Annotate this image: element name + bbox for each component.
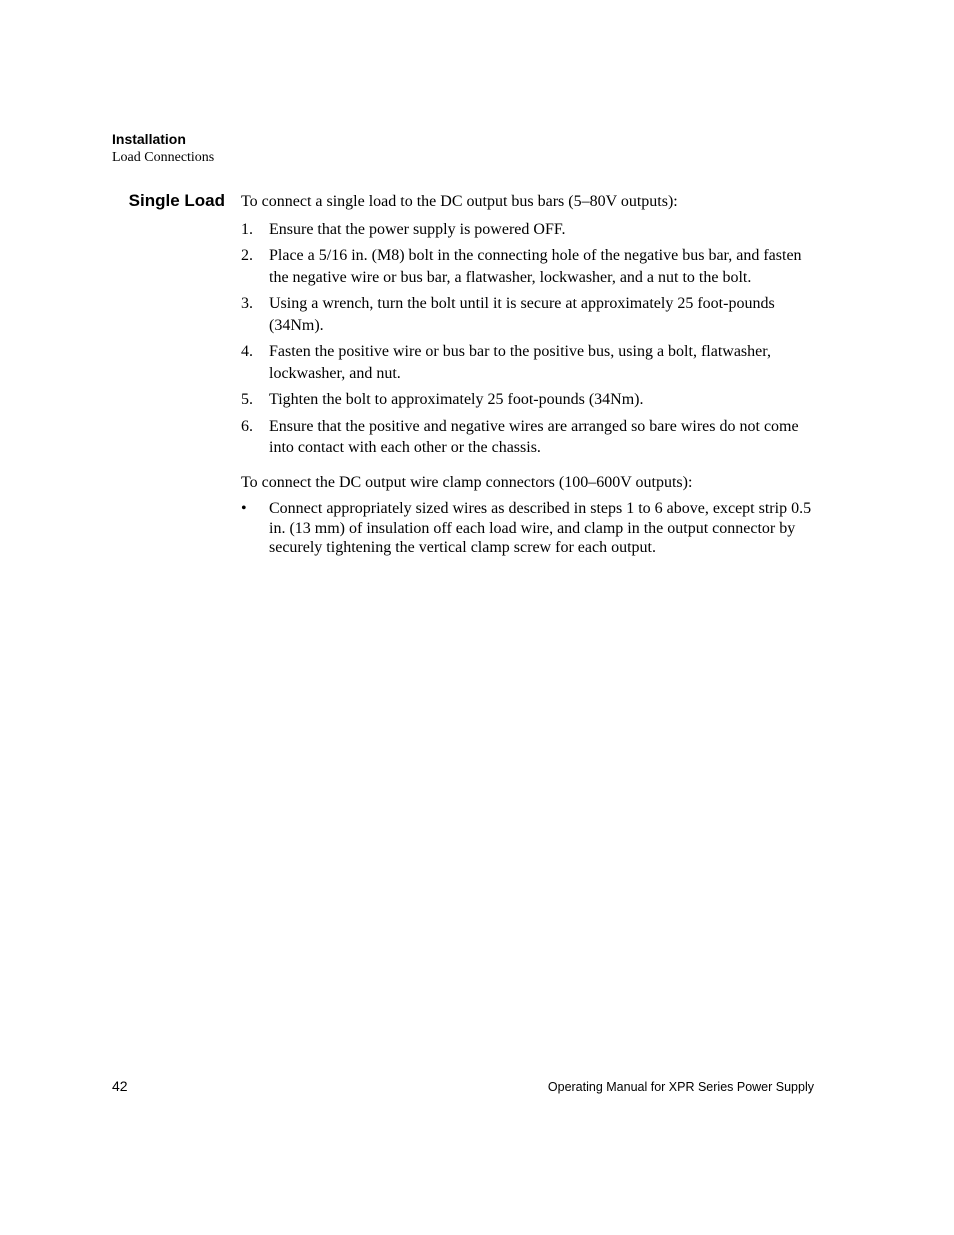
list-item bbox=[241, 245, 816, 288]
step-number: 6. bbox=[241, 417, 253, 435]
list-item bbox=[241, 341, 816, 384]
bullet-text: Connect appropriately sized wires as described in steps 1 to 6 above, except strip 0.5 in. (13 mm) of insulation off each load wire, and clamp in the output connector by securely tightening the vertical clamp screw for each output. bbox=[269, 500, 812, 556]
list-item bbox=[241, 293, 816, 336]
step-text: Tighten the bolt to approximately 25 foot-pounds (34Nm). bbox=[269, 391, 644, 408]
list-item bbox=[241, 389, 816, 411]
step-number: 5. bbox=[241, 391, 253, 408]
step-text: Ensure that the positive and negative wires are arranged so bare wires do not come into contact with each other or the chassis. bbox=[269, 417, 799, 456]
bullet-icon: • bbox=[241, 500, 247, 517]
step-text: Fasten the positive wire or bus bar to the positive bus, using a bolt, flatwasher, lockwasher, and nut. bbox=[269, 343, 771, 382]
step-number: 2. bbox=[241, 247, 253, 264]
bullet-list bbox=[241, 499, 816, 558]
steps-list bbox=[241, 219, 816, 459]
step-number: 4. bbox=[241, 343, 253, 360]
intro2-paragraph: To connect the DC output wire clamp connectors (100–600V outputs): bbox=[241, 473, 693, 491]
side-heading: Single Load bbox=[128, 191, 225, 210]
step-text: Place a 5/16 in. (M8) bolt in the connecting hole of the negative bus bar, and fasten the negative wire or bus bar, a flatwasher, lockwasher, and a nut to the bolt. bbox=[269, 247, 802, 286]
step-text: Using a wrench, turn the bolt until it is secure at approximately 25 foot-pounds (34Nm). bbox=[269, 295, 775, 334]
list-item bbox=[241, 219, 816, 241]
list-item bbox=[241, 499, 816, 558]
step-number: 3. bbox=[241, 295, 253, 312]
body-text bbox=[241, 191, 816, 558]
step-number: 1. bbox=[241, 220, 253, 238]
header-section-title: Installation bbox=[112, 131, 186, 147]
intro-paragraph: To connect a single load to the DC output bus bars (5–80V outputs): bbox=[241, 193, 678, 210]
header-subsection-title: Load Connections bbox=[112, 150, 215, 165]
page-number: 42 bbox=[112, 1078, 128, 1094]
list-item bbox=[241, 416, 816, 459]
footer-manual-title: Operating Manual for XPR Series Power Supply bbox=[547, 1080, 814, 1094]
step-text: Ensure that the power supply is powered OFF. bbox=[269, 220, 566, 238]
